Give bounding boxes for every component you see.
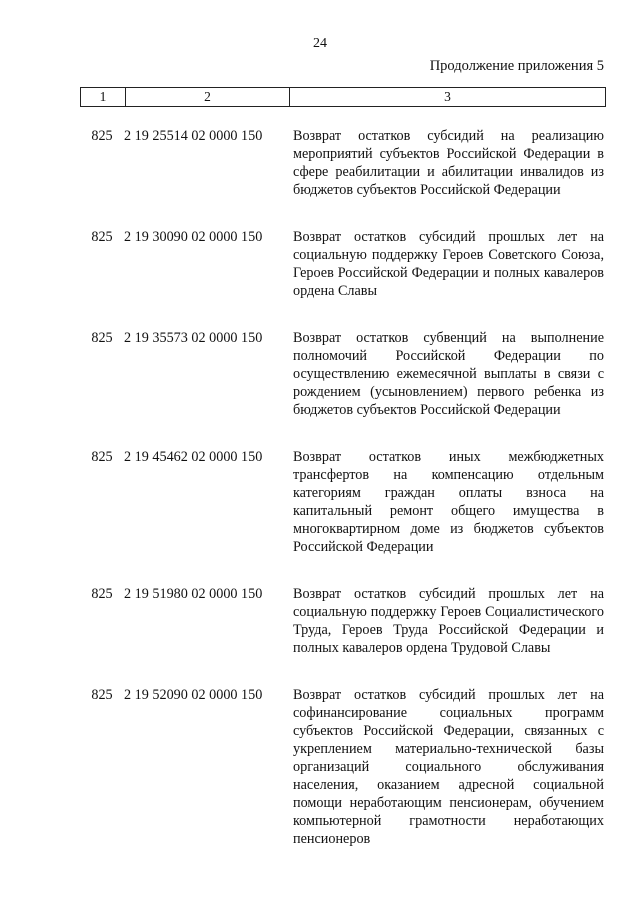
budget-code-cell: 2 19 25514 02 0000 150 — [124, 128, 263, 144]
table-row — [80, 448, 604, 556]
table-row — [80, 228, 604, 300]
admin-code-cell: 825 — [91, 330, 113, 346]
budget-code-cell: 2 19 51980 02 0000 150 — [124, 586, 263, 602]
budget-code-cell: 2 19 35573 02 0000 150 — [124, 330, 263, 346]
admin-code-cell: 825 — [91, 449, 113, 465]
table-header-row — [80, 87, 606, 107]
column-header-1: 1 — [81, 88, 126, 106]
revenue-name-cell: Возврат остатков субвенций на выполнение полномочий Российской Федерации по осуществлению ежемесячной выплаты в связи с рождением (усыновлением) первого ребенка из бюджетов субъектов Российской Федерации — [293, 330, 604, 418]
table-row — [80, 127, 604, 199]
revenue-name-cell: Возврат остатков субсидий прошлых лет на социальную поддержку Героев Социалистического Труда, Героев Труда Российской Федерации и полных кавалеров ордена Трудовой Славы — [293, 586, 604, 656]
page-number: 24 — [313, 36, 327, 51]
column-header-2: 2 — [126, 88, 290, 106]
budget-code-cell: 2 19 52090 02 0000 150 — [124, 687, 263, 703]
admin-code-cell: 825 — [91, 229, 113, 245]
revenue-name-cell: Возврат остатков субсидий на реализацию мероприятий субъектов Российской Федерации в сфере реабилитации и абилитации инвалидов из бюджетов субъектов Российской Федерации — [293, 128, 604, 198]
table-row — [80, 585, 604, 657]
admin-code-cell: 825 — [91, 128, 113, 144]
column-header-3: 3 — [444, 89, 451, 104]
revenue-name-cell: Возврат остатков субсидий прошлых лет на социальную поддержку Героев Советского Союза, Героев Российской Федерации и полных кавалеров ордена Славы — [293, 229, 604, 299]
table-row — [80, 686, 604, 848]
table-body — [80, 127, 604, 877]
appendix-continuation-label: Продолжение приложения 5 — [429, 58, 604, 74]
revenue-name-cell: Возврат остатков субсидий прошлых лет на софинансирование социальных программ субъектов Российской Федерации, связанных с укреплением материально-технической базы организаций социального обслуживания населения, оказанием адресной социальной помощи неработающим пенсионерам, обучением компьютерной грамотности неработающих пенсионеров — [293, 687, 604, 847]
admin-code-cell: 825 — [91, 687, 113, 703]
table-row — [80, 329, 604, 419]
revenue-name-cell: Возврат остатков иных межбюджетных трансфертов на компенсацию отдельным категориям граждан оплаты взноса на капитальный ремонт общего имущества в многоквартирном доме из бюджетов субъектов Российской Федерации — [293, 449, 604, 555]
budget-code-cell: 2 19 45462 02 0000 150 — [124, 449, 263, 465]
budget-code-cell: 2 19 30090 02 0000 150 — [124, 229, 263, 245]
admin-code-cell: 825 — [91, 586, 113, 602]
